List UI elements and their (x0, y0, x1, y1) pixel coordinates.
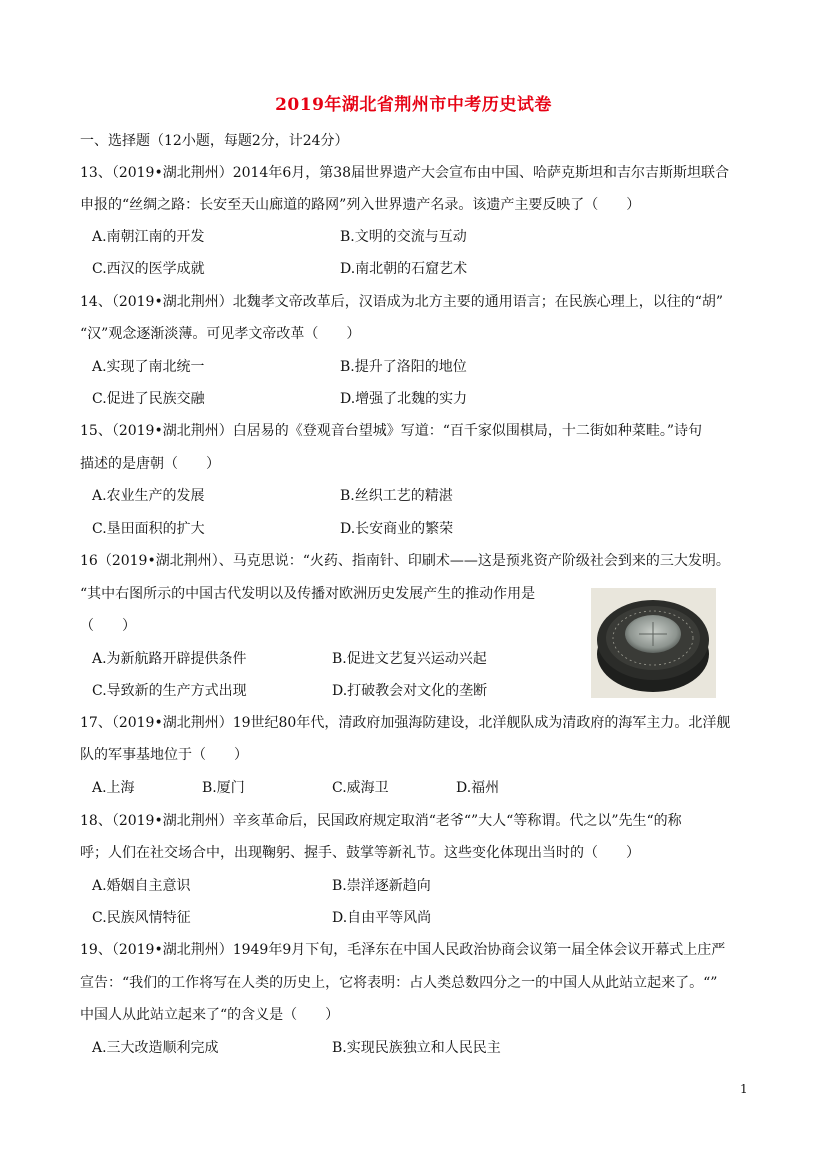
question-13-stem-line2: 申报的“丝绸之路：长安至天山廊道的路网”列入世界遗产名录。该遗产主要反映了（ ） (80, 197, 641, 213)
question-15-option-a: A.农业生产的发展 (92, 488, 205, 504)
question-17-option-b: B.厦门 (202, 780, 245, 796)
question-14-option-a: A.实现了南北统一 (92, 359, 205, 375)
question-14-stem-line2: “汉”观念逐渐淡薄。可见孝文帝改革（ ） (80, 326, 361, 342)
question-19-option-b: B.实现民族独立和人民民主 (332, 1040, 501, 1056)
question-16-option-c: C.导致新的生产方式出现 (92, 683, 247, 699)
question-13-option-d: D.南北朝的石窟艺术 (340, 261, 468, 277)
question-13-option-a: A.南朝江南的开发 (92, 229, 205, 245)
question-15-option-b: B.丝织工艺的精湛 (340, 488, 453, 504)
question-19-stem-line2: 宣告：“我们的工作将写在人类的历史上，它将表明：占人类总数四分之一的中国人从此站立起来了。“” (80, 975, 718, 991)
question-13-stem-line1: 13、（2019•湖北荆州）2014年6月，第38届世界遗产大会宣布由中国、哈萨克斯坦和吉尔吉斯斯坦联合 (80, 165, 730, 181)
question-18-option-d: D.自由平等风尚 (332, 910, 432, 926)
question-13-option-b: B.文明的交流与互动 (340, 229, 467, 245)
question-14-stem-line1: 14、（2019•湖北荆州）北魏孝文帝改革后，汉语成为北方主要的通用语言；在民族心理上，以往的“胡” (80, 294, 724, 310)
section-heading: 一、选择题（12小题，每题2分，计24分） (80, 133, 349, 149)
question-15-stem-line2: 描述的是唐朝（ ） (80, 456, 220, 472)
question-16-option-d: D.打破教会对文化的垄断 (332, 683, 488, 699)
question-13-option-c: C.西汉的医学成就 (92, 261, 205, 277)
question-15-option-c: C.垦田面积的扩大 (92, 521, 205, 537)
question-15-option-d: D.长安商业的繁荣 (340, 521, 454, 537)
question-18-option-b: B.崇洋逐新趋向 (332, 878, 431, 894)
question-14-option-b: B.提升了洛阳的地位 (340, 359, 467, 375)
question-17-stem-line1: 17、（2019•湖北荆州）19世纪80年代，清政府加强海防建设，北洋舰队成为清政府的海军主力。北洋舰 (80, 715, 731, 731)
question-16-stem-line1: 16（2019•湖北荆州）、马克思说：“火药、指南针、印刷术——这是预兆资产阶级社会到来的三大发明。 (80, 553, 730, 569)
page-number: 1 (740, 1082, 748, 1096)
question-17-option-a: A.上海 (92, 780, 135, 796)
question-16-option-a: A.为新航路开辟提供条件 (92, 651, 247, 667)
question-16-stem-line3: （ ） (80, 618, 136, 634)
question-18-stem-line1: 18、（2019•湖北荆州）辛亥革命后，民国政府规定取消“老爷“”大人“等称谓。代之以”先生“的称 (80, 813, 682, 829)
question-19-stem-line1: 19、（2019•湖北荆州）1949年9月下旬，毛泽东在中国人民政治协商会议第一届全体会议开幕式上庄严 (80, 942, 726, 958)
question-15-stem-line1: 15、（2019•湖北荆州）白居易的《登观音台望城》写道：“百千家似围棋局，十二街如种菜畦。”诗句 (80, 423, 703, 439)
question-18-option-c: C.民族风情特征 (92, 910, 191, 926)
compass-icon (591, 588, 716, 698)
question-16-option-b: B.促进文艺复兴运动兴起 (332, 651, 487, 667)
question-18-option-a: A.婚姻自主意识 (92, 878, 191, 894)
question-14-option-d: D.增强了北魏的实力 (340, 391, 468, 407)
question-17-option-d: D.福州 (456, 780, 500, 796)
question-19-option-a: A.三大改造顺利完成 (92, 1040, 219, 1056)
question-17-option-c: C.威海卫 (332, 780, 389, 796)
question-19-stem-line3: 中国人从此站立起来了“的含义是（ ） (80, 1007, 340, 1023)
question-18-stem-line2: 呼；人们在社交场合中，出现鞠躬、握手、鼓掌等新礼节。这些变化体现出当时的（ ） (80, 845, 640, 861)
compass-image (591, 588, 716, 698)
page-title: 2019年湖北省荆州市中考历史试卷 (275, 95, 552, 115)
question-16-stem-line2: “其中右图所示的中国古代发明以及传播对欧洲历史发展产生的推动作用是 (80, 586, 536, 602)
question-14-option-c: C.促进了民族交融 (92, 391, 205, 407)
question-17-stem-line2: 队的军事基地位于（ ） (80, 747, 248, 763)
